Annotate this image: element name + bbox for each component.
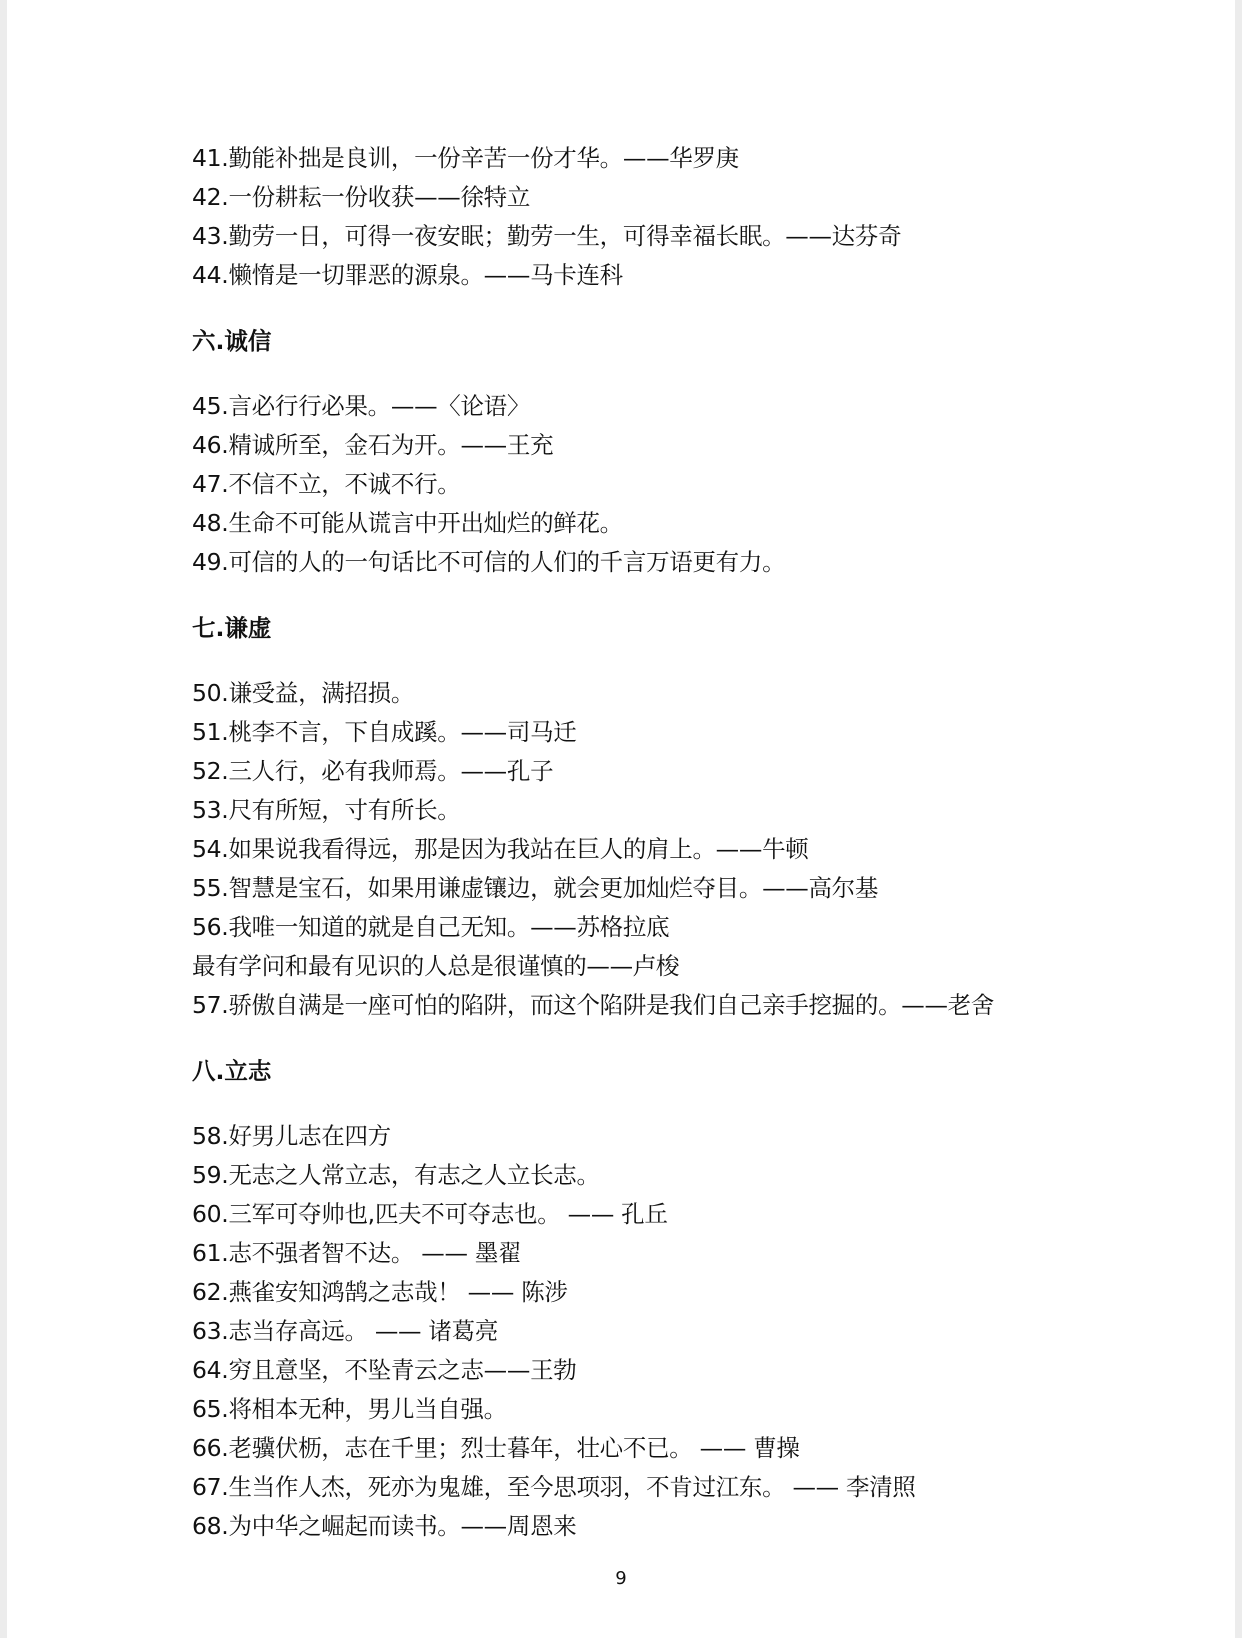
quote-line: 67.生当作人杰，死亦为鬼雄，至今思项羽，不肯过江东。 —— 李清照 [192,1473,916,1501]
quote-line: 45.言必行行必果。——〈论语〉 [192,392,531,420]
quote-line: 60.三军可夺帅也,匹夫不可夺志也。 —— 孔丘 [192,1200,668,1228]
document-body [192,139,1192,1546]
quote-line: 59.无志之人常立志，有志之人立长志。 [192,1161,600,1189]
quote-line: 65.将相本无种，男儿当自强。 [192,1395,507,1423]
quote-line: 61.志不强者智不达。 —— 墨翟 [192,1239,522,1267]
quote-line: 44.懒惰是一切罪恶的源泉。——马卡连科 [192,261,623,289]
section-heading: 八.立志 [192,1057,272,1085]
quote-line: 66.老骥伏枥，志在千里；烈士暮年，壮心不已。 —— 曹操 [192,1434,800,1462]
quote-line: 最有学问和最有见识的人总是很谨慎的——卢梭 [192,952,680,980]
quote-line: 57.骄傲自满是一座可怕的陷阱，而这个陷阱是我们自己亲手挖掘的。——老舍 [192,991,995,1019]
quote-line: 53.尺有所短，寸有所长。 [192,796,461,824]
quote-line: 62.燕雀安知鸿鹄之志哉！ —— 陈涉 [192,1278,568,1306]
quote-line: 42.一份耕耘一份收获——徐特立 [192,183,531,211]
quote-line: 48.生命不可能从谎言中开出灿烂的鲜花。 [192,509,623,537]
section-modesty [192,582,1192,1025]
quote-line: 54.如果说我看得远，那是因为我站在巨人的肩上。——牛顿 [192,835,809,863]
quote-line: 49.可信的人的一句话比不可信的人们的千言万语更有力。 [192,548,786,576]
section-heading: 七.谦虚 [192,614,272,642]
section-heading: 六.诚信 [192,327,272,355]
quote-line: 64.穷且意坚，不坠青云之志——王勃 [192,1356,577,1384]
quote-line: 51.桃李不言，下自成蹊。——司马迁 [192,718,577,746]
quote-line: 56.我唯一知道的就是自己无知。——苏格拉底 [192,913,670,941]
quote-line: 41.勤能补拙是良训，一份辛苦一份才华。——华罗庚 [192,144,739,172]
quote-line: 43.勤劳一日，可得一夜安眠；勤劳一生，可得幸福长眠。——达芬奇 [192,222,902,250]
quote-line: 63.志当存高远。 —— 诸葛亮 [192,1317,499,1345]
quote-line: 68.为中华之崛起而读书。——周恩来 [192,1512,577,1540]
quote-line: 58.好男儿志在四方 [192,1122,391,1150]
section-honesty [192,295,1192,582]
quote-line: 46.精诚所至，金石为开。——王充 [192,431,554,459]
quote-line: 52.三人行，必有我师焉。——孔子 [192,757,554,785]
section-diligence-continued [192,139,1192,295]
section-ambition [192,1025,1192,1546]
page-number: 9 [615,1568,627,1589]
quote-line: 50.谦受益，满招损。 [192,679,415,707]
quote-line: 55.智慧是宝石，如果用谦虚镶边，就会更加灿烂夺目。——高尔基 [192,874,879,902]
quote-line: 47.不信不立，不诚不行。 [192,470,461,498]
